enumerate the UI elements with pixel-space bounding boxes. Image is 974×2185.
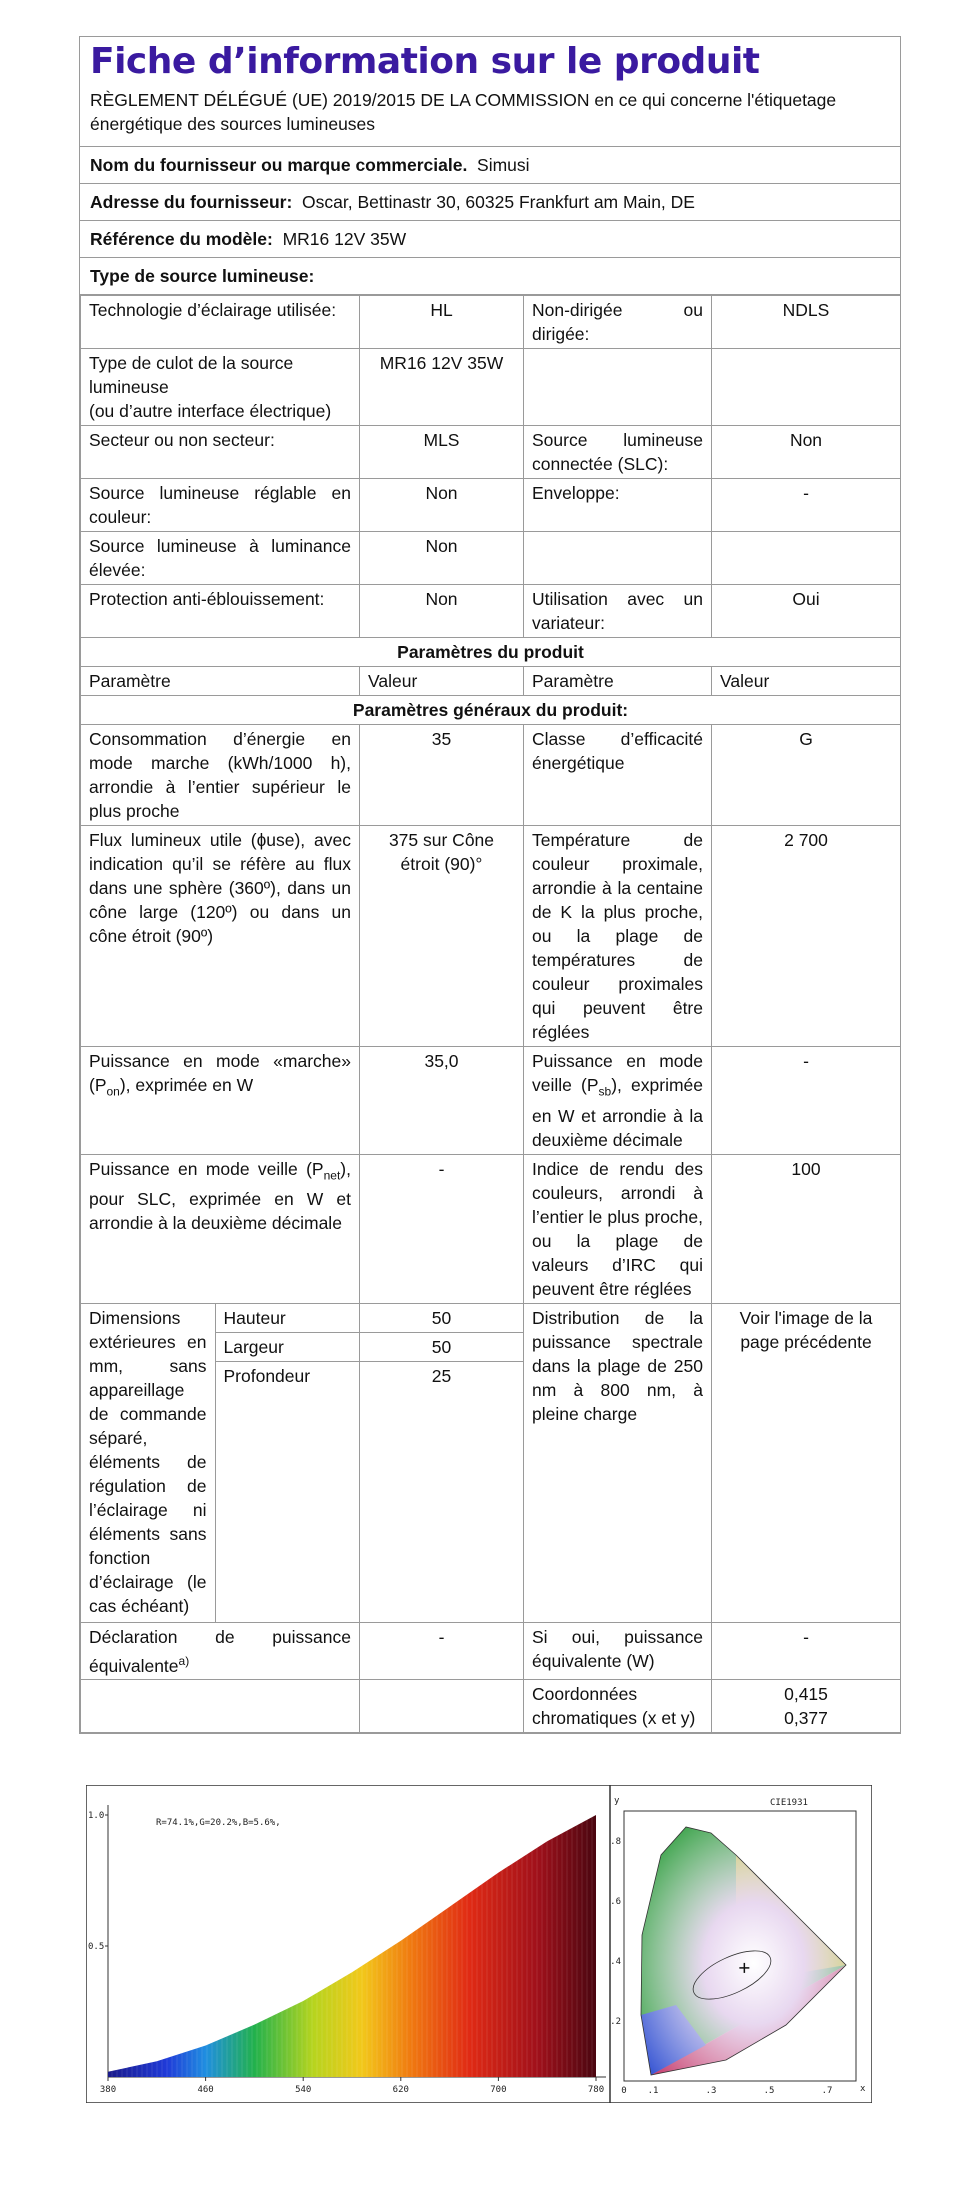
x-tick-label: 780 — [587, 2085, 605, 2095]
pnet-sub: net — [323, 1168, 341, 1182]
psb-sub: sb — [598, 1084, 612, 1099]
cie-x-tick-label: 0 — [621, 2086, 627, 2096]
equiv-w-value: - — [712, 1622, 901, 1680]
table-row — [81, 585, 901, 638]
depth-value: 25 — [431, 1365, 452, 1386]
depth-label: Profondeur — [223, 1365, 311, 1386]
table-row — [81, 725, 901, 826]
chroma-y: 0,377 — [784, 1708, 828, 1729]
params-heading: Paramètres du produit — [81, 638, 901, 667]
spectral-charts — [86, 1785, 872, 2103]
table-row — [81, 479, 901, 532]
height-value: 50 — [360, 1304, 523, 1333]
colour-value: Non — [360, 479, 524, 532]
source-type-heading: Type de source lumineuse: — [80, 258, 900, 295]
directed-value: NDLS — [712, 296, 901, 349]
cie-x-tick-label: .7 — [821, 2086, 833, 2096]
chroma-value — [712, 1680, 901, 1733]
pon-label-b: ), exprimée en W — [119, 1075, 254, 1095]
mains-label: Secteur ou non secteur: — [81, 426, 360, 479]
table-row — [81, 1047, 901, 1155]
energy-label: Consommation d’énergie en mode marche (kWh/1000 h), arrondie à l’entier supérieur le plus proche — [81, 725, 360, 826]
equiv-label-text: Déclaration de puissance équivalente — [89, 1626, 351, 1676]
x-tick-label: 700 — [490, 2085, 507, 2095]
cct-label: Température de couleur proximale, arrondie à la centaine de K la plus proche, ou la plage de températures de couleur proximales qui peuvent être réglées — [524, 826, 712, 1047]
chroma-x: 0,415 — [784, 1684, 828, 1705]
cap-value: MR16 12V 35W — [360, 349, 524, 426]
pnet-label-b: ), pour SLC, exprimée en W et arrondie à la deuxième décimale — [89, 1158, 351, 1233]
highlum-label: Source lumineuse à luminance élevée: — [81, 532, 360, 585]
model-value: MR16 12V 35W — [282, 229, 407, 249]
table-row — [81, 1622, 901, 1680]
pon-label-a: Puissance en mode «marche» (P — [89, 1051, 351, 1095]
supplier-row — [80, 147, 900, 184]
regulation-text: RÈGLEMENT DÉLÉGUÉ (UE) 2019/2015 DE LA COMMISSION en ce qui concerne l'étiquetage énergétique des sources lumineuses — [80, 84, 900, 147]
empty-cell — [81, 1680, 360, 1733]
table-row — [81, 1303, 901, 1622]
cie-y-tick-label: .8 — [610, 1837, 621, 1847]
equiv-value: - — [360, 1622, 524, 1680]
spd-value: Voir l'image de la page précédente — [712, 1303, 901, 1622]
width-label: Largeur — [215, 1332, 359, 1361]
directed-label: Non-dirigée ou dirigée: — [524, 296, 712, 349]
flux-value: 375 sur Cône étroit (90)° — [360, 826, 524, 1047]
cie-title: CIE1931 — [770, 1798, 808, 1808]
address-value: Oscar, Bettinastr 30, 60325 Frankfurt am Main, DE — [302, 192, 695, 212]
tech-label: Technologie d’éclairage utilisée: — [81, 296, 360, 349]
cri-value: 100 — [712, 1154, 901, 1303]
table-row — [81, 826, 901, 1047]
table-row — [81, 532, 901, 585]
dimmer-label: Utilisation avec un variateur: — [524, 585, 712, 638]
cct-value: 2 700 — [712, 826, 901, 1047]
psb-label-b: ), exprimée en W et arrondie à la deuxième décimale — [532, 1075, 703, 1150]
equiv-sup: a) — [178, 1653, 190, 1668]
table-row — [81, 349, 901, 426]
model-row — [80, 221, 900, 258]
table-row — [81, 296, 901, 349]
supplier-value: Simusi — [477, 155, 530, 175]
cie-x-label: x — [860, 2084, 866, 2094]
cap-label-2: (ou d’autre interface électrique) — [89, 401, 332, 421]
empty-cell — [712, 349, 901, 426]
y-tick-label: 1.0 — [88, 1811, 105, 1821]
x-tick-label: 380 — [99, 2085, 117, 2095]
supplier-label: Nom du fournisseur ou marque commerciale. — [90, 155, 468, 175]
pon-value: 35,0 — [360, 1047, 524, 1155]
height-label: Hauteur — [215, 1304, 359, 1333]
model-label: Référence du modèle: — [90, 229, 273, 249]
dimensions-values — [360, 1303, 524, 1622]
table-row — [81, 667, 901, 696]
table-row — [81, 1680, 901, 1733]
highlum-value: Non — [360, 532, 524, 585]
envelope-label: Enveloppe: — [524, 479, 712, 532]
dims-label: Dimensions extérieures en mm, sans appareillage de commande séparé, éléments de régulation de l’éclairage ni éléments sans fonction d’éclairage (le cas échéant) — [81, 1304, 215, 1622]
cap-label: Type de culot de la source lumineuse — [89, 353, 294, 397]
cie-y-tick-label: .2 — [610, 2017, 621, 2027]
energy-value: 35 — [360, 725, 524, 826]
pon-label — [81, 1047, 360, 1155]
mains-value: MLS — [360, 426, 524, 479]
column-header-value: Valeur — [360, 667, 524, 696]
x-tick-label: 620 — [392, 2085, 409, 2095]
cri-label: Indice de rendu des couleurs, arrondi à l’entier le plus proche, ou la plage de valeurs d’IRC qui peuvent être réglées — [524, 1154, 712, 1303]
address-label: Adresse du fournisseur: — [90, 192, 293, 212]
cie-x-tick-label: .5 — [763, 2086, 775, 2096]
empty-cell — [712, 532, 901, 585]
class-value: G — [712, 725, 901, 826]
x-tick-label: 460 — [197, 2085, 214, 2095]
empty-cell — [360, 1680, 524, 1733]
tech-value: HL — [360, 296, 524, 349]
address-row — [80, 184, 900, 221]
table-row — [81, 1154, 901, 1303]
slc-label: Source lumineuse connectée (SLC): — [524, 426, 712, 479]
column-header-param: Paramètre — [524, 667, 712, 696]
y-tick-label: 0.5 — [88, 1942, 105, 1952]
product-information-sheet — [79, 36, 901, 1734]
page-title: Fiche d’information sur le produit — [90, 41, 760, 82]
cap-label-cell — [81, 349, 360, 426]
width-value: 50 — [360, 1333, 523, 1362]
pon-sub: on — [106, 1084, 120, 1099]
cie-y-tick-label: .4 — [610, 1957, 621, 1967]
psb-label-a: Puissance en mode veille (P — [532, 1051, 703, 1095]
spd-label: Distribution de la puissance spectrale dans la plage de 250 nm à 800 nm, à pleine charge — [524, 1303, 712, 1622]
column-header-value: Valeur — [712, 667, 901, 696]
slc-value: Non — [712, 426, 901, 479]
cie-y-tick-label: .6 — [610, 1897, 621, 1907]
table-row — [81, 638, 901, 667]
general-heading: Paramètres généraux du produit: — [81, 696, 901, 725]
dimmer-value: Oui — [712, 585, 901, 638]
psb-value: - — [712, 1047, 901, 1155]
equiv-label — [81, 1622, 360, 1680]
table-row — [81, 426, 901, 479]
dimensions-subtable — [81, 1304, 359, 1622]
psb-label — [524, 1047, 712, 1155]
flux-label: Flux lumineux utile (ɸuse), avec indication qu’il se réfère au flux dans une sphère (360º), dans un cône large (120º) ou dans un cône étroit (90º) — [81, 826, 360, 1047]
column-header-param: Paramètre — [81, 667, 360, 696]
spectrum-rgb-label: R=74.1%,G=20.2%,B=5.6%, — [156, 1818, 281, 1828]
pnet-label — [81, 1154, 360, 1303]
cie-x-tick-label: .3 — [705, 2086, 717, 2096]
empty-cell — [524, 532, 712, 585]
chroma-label: Coordonnées chromatiques (x et y) — [524, 1680, 712, 1733]
spec-table — [80, 295, 901, 1733]
empty-cell — [524, 349, 712, 426]
pnet-label-a: Puissance en mode veille (P — [89, 1158, 324, 1179]
x-tick-label: 540 — [295, 2085, 312, 2095]
table-row — [81, 696, 901, 725]
colour-label: Source lumineuse réglable en couleur: — [81, 479, 360, 532]
equiv-w-label: Si oui, puissance équivalente (W) — [524, 1622, 712, 1680]
cie-y-label: y — [614, 1796, 620, 1806]
cie-x-tick-label: .1 — [647, 2086, 659, 2096]
glare-value: Non — [360, 585, 524, 638]
glare-label: Protection anti-éblouissement: — [81, 585, 360, 638]
pnet-value: - — [360, 1154, 524, 1303]
class-label: Classe d’efficacité énergétique — [524, 725, 712, 826]
dimensions-cell — [81, 1303, 360, 1622]
envelope-value: - — [712, 479, 901, 532]
